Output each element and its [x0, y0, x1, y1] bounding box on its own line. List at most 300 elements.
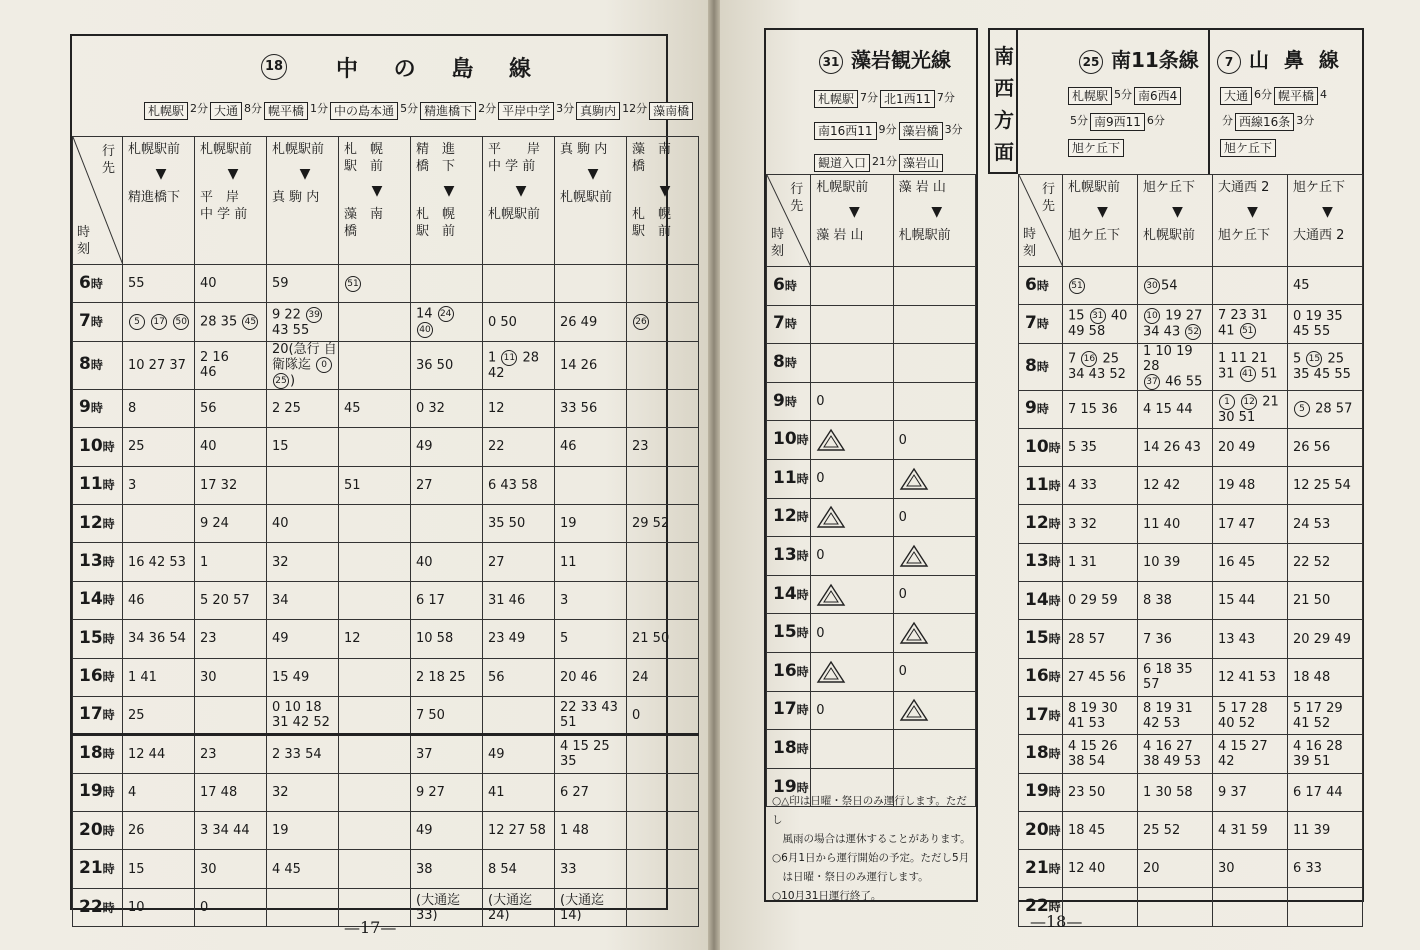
hour-number: 13	[79, 551, 103, 572]
departure-minutes: 30	[200, 861, 217, 877]
departure-minutes: 40	[416, 554, 433, 570]
destination-stop: 札 幌 駅 前	[632, 207, 672, 239]
departure-cell	[411, 888, 483, 926]
corner-destination-label: 行先	[102, 144, 116, 176]
down-arrow-icon: ▼	[155, 166, 167, 182]
destination-stop: 藻 南 橋	[344, 207, 384, 239]
departure-minutes: 12 25 54	[1293, 478, 1351, 494]
hour-suffix: 時	[1048, 632, 1061, 647]
triangle-mark-icon	[899, 471, 929, 486]
hour-row	[767, 575, 976, 614]
departure-cell	[555, 303, 627, 341]
hour-row	[73, 658, 699, 696]
departure-cell	[893, 305, 975, 344]
departure-cell	[555, 543, 627, 581]
hour-label	[1019, 390, 1063, 428]
hour-row	[1019, 267, 1363, 305]
hour-row	[73, 696, 699, 734]
departure-minutes: 0	[200, 900, 209, 916]
departure-cell	[1138, 505, 1213, 543]
route31-travel-time: 7分	[936, 91, 955, 104]
departure-minutes: 5 17 29 41 52	[1293, 700, 1343, 731]
hour-row	[767, 459, 976, 498]
route-stop-line	[1068, 108, 1208, 134]
departure-minutes: (大通迄 24)	[488, 892, 533, 923]
route18-stop: 精進橋下	[420, 102, 476, 120]
departure-cell	[483, 504, 555, 542]
destination-stop: 札幌駅前	[488, 207, 541, 222]
departure-cell	[811, 382, 893, 421]
hour-label	[73, 428, 123, 466]
departure-cell	[267, 735, 339, 773]
departure-cell	[1213, 267, 1288, 305]
hour-label	[767, 421, 811, 460]
column-header	[411, 137, 483, 265]
route31-stop: 北1西11	[880, 90, 935, 108]
departure-cell	[195, 543, 267, 581]
r7-stop: 幌平橋	[1274, 87, 1318, 105]
down-arrow-icon: ▼	[443, 183, 455, 199]
departure-cell	[195, 504, 267, 542]
hour-row	[73, 504, 699, 542]
hour-row	[73, 265, 699, 303]
circled-departure-badge: 11	[501, 350, 517, 366]
departure-minutes: 3	[560, 592, 569, 608]
departure-cell	[555, 581, 627, 619]
hour-label	[73, 265, 123, 303]
departure-cell	[555, 696, 627, 734]
departure-minutes: 9 24	[200, 516, 229, 532]
departure-minutes: 51	[1256, 366, 1278, 382]
origin-stop: 大通西 2	[1218, 180, 1270, 195]
r7-travel-time: 6分	[1254, 88, 1273, 101]
destination-stop: 真 駒 内	[272, 190, 320, 205]
departure-cell	[627, 581, 699, 619]
corner-time-label: 時刻	[1023, 227, 1037, 259]
departure-minutes: 4 15 27 42	[1218, 738, 1268, 769]
route31-stop-line	[814, 114, 984, 146]
corner-header-cell	[767, 175, 811, 267]
departure-minutes: 4 15 25 35	[560, 739, 610, 770]
departure-minutes: 2 18 25	[416, 669, 466, 685]
hour-suffix: 時	[1036, 402, 1049, 417]
departure-cell	[123, 658, 195, 696]
departure-cell	[1213, 811, 1288, 849]
departure-cell	[893, 652, 975, 691]
departure-cell	[1063, 543, 1138, 581]
departure-cell	[339, 812, 411, 850]
note-line: 風雨の場合は運休することがあります。	[772, 833, 971, 845]
circled-departure-badge: 37	[1144, 374, 1160, 390]
triangle-mark-icon	[816, 433, 846, 448]
departure-minutes: 28 57	[1068, 631, 1106, 647]
route-number-badge: 18	[260, 54, 288, 80]
hour-row	[73, 466, 699, 504]
route-stop-line	[1220, 82, 1360, 108]
departure-minutes: 18 48	[1293, 669, 1331, 685]
departure-cell	[1138, 811, 1213, 849]
hour-suffix: 時	[1036, 316, 1049, 331]
route18-travel-time: 2分	[190, 102, 209, 115]
route31-travel-time: 7分	[860, 91, 879, 104]
departure-cell	[411, 812, 483, 850]
hour-suffix: 時	[102, 670, 115, 685]
departure-minutes: 59	[272, 276, 289, 292]
departure-minutes: 1 10 19 28	[1143, 343, 1193, 374]
hour-suffix: 時	[90, 315, 103, 330]
departure-cell	[555, 620, 627, 658]
triangle-mark-icon	[899, 626, 929, 641]
hour-suffix: 時	[90, 401, 103, 416]
nakanoshima-line-panel	[70, 34, 690, 923]
down-arrow-icon: ▼	[659, 183, 671, 199]
hour-label	[73, 888, 123, 926]
departure-cell	[195, 428, 267, 466]
departure-minutes: 14 26 43	[1143, 440, 1201, 456]
hour-number: 16	[79, 666, 103, 687]
hour-row	[767, 652, 976, 691]
departure-cell	[1063, 696, 1138, 734]
departure-minutes: 38	[416, 861, 433, 877]
column-header	[1288, 175, 1363, 267]
departure-cell	[267, 581, 339, 619]
departure-cell	[1213, 735, 1288, 773]
departure-minutes: 2 25	[272, 400, 301, 416]
departure-minutes: (大通迄 14)	[560, 892, 605, 923]
hour-number: 16	[773, 660, 797, 681]
departure-cell	[483, 812, 555, 850]
departure-minutes: 30	[200, 669, 217, 685]
hour-number: 20	[1025, 819, 1049, 840]
departure-minutes: 28 42	[488, 350, 540, 381]
minami-11jo-yamahana-panel	[1018, 28, 1364, 917]
departure-minutes: 31 46	[488, 592, 526, 608]
hour-label	[1019, 428, 1063, 466]
down-arrow-icon: ▼	[849, 204, 860, 220]
hour-number: 11	[79, 474, 103, 495]
hour-number: 6	[79, 272, 91, 293]
departure-cell	[627, 850, 699, 888]
departure-cell	[555, 265, 627, 303]
departure-cell	[811, 691, 893, 730]
route7-title-row	[1216, 44, 1343, 74]
departure-minutes	[1236, 394, 1240, 409]
down-arrow-icon: ▼	[1322, 204, 1333, 220]
down-arrow-icon: ▼	[1247, 204, 1258, 220]
departure-cell	[195, 735, 267, 773]
departure-minutes: 19 48	[1218, 478, 1256, 494]
departure-minutes: 4 16 27 38 49 53	[1143, 738, 1201, 769]
departure-minutes: 6 33	[1293, 861, 1322, 877]
hour-row	[1019, 735, 1363, 773]
departure-minutes: 1 30 58	[1143, 784, 1193, 800]
hour-number: 14	[1025, 589, 1049, 610]
route18-stop: 大通	[210, 102, 242, 120]
departure-cell	[1288, 343, 1363, 390]
departure-cell	[411, 303, 483, 341]
departure-cell	[627, 389, 699, 427]
hour-suffix: 時	[1048, 440, 1061, 455]
departure-cell	[267, 658, 339, 696]
departure-cell	[339, 620, 411, 658]
departure-minutes: 43 55	[272, 322, 310, 338]
departure-cell	[195, 265, 267, 303]
hour-label	[1019, 850, 1063, 888]
route31-title-row	[818, 44, 951, 74]
departure-minutes: 46	[560, 439, 577, 455]
route25-title: 南11条線	[1110, 48, 1199, 72]
departure-minutes: 15 44	[1218, 593, 1256, 609]
column-header	[811, 175, 893, 267]
hour-label	[73, 812, 123, 850]
departure-cell	[1288, 467, 1363, 505]
departure-cell	[555, 466, 627, 504]
r25-stop: 札幌駅	[1068, 87, 1112, 105]
departure-cell	[1063, 343, 1138, 390]
hour-label	[1019, 543, 1063, 581]
departure-minutes: 0	[816, 702, 825, 718]
origin-stop: 藻 岩 山	[898, 180, 946, 195]
hour-number: 12	[1025, 513, 1049, 534]
hour-number: 12	[79, 512, 103, 533]
r25-stop: 南9西11	[1090, 113, 1145, 131]
departure-cell	[1138, 428, 1213, 466]
departure-cell	[893, 267, 975, 306]
departure-cell	[1288, 888, 1363, 926]
departure-cell	[1213, 620, 1288, 658]
departure-cell	[267, 850, 339, 888]
departure-minutes: 6 18 35 57	[1143, 662, 1193, 693]
departure-minutes: 26 56	[1293, 440, 1331, 456]
departure-minutes: 32	[272, 784, 289, 800]
r25-travel-time: 5分	[1114, 88, 1133, 101]
departure-cell	[195, 581, 267, 619]
down-arrow-icon: ▼	[587, 166, 599, 182]
r7-travel-time: 分	[1222, 114, 1233, 127]
hour-number: 14	[773, 583, 797, 604]
departure-minutes: 32	[272, 554, 289, 570]
departure-cell	[1213, 505, 1288, 543]
departure-minutes: 25 35 45 55	[1293, 351, 1351, 383]
departure-minutes: 10 27 37	[128, 357, 186, 373]
departure-minutes: 17 32	[200, 477, 238, 493]
down-arrow-icon: ▼	[515, 183, 527, 199]
hour-row	[73, 850, 699, 888]
hour-row	[73, 543, 699, 581]
hour-suffix: 時	[796, 510, 809, 525]
route18-travel-time: 8分	[244, 102, 263, 115]
hour-number: 9	[773, 390, 785, 411]
departure-cell	[1063, 850, 1138, 888]
departure-cell	[1288, 658, 1363, 696]
region-label-box	[988, 28, 1018, 174]
departure-cell	[267, 265, 339, 303]
route-title: 中 の 島 線	[336, 57, 545, 82]
hour-number: 19	[773, 776, 797, 797]
departure-cell	[1138, 773, 1213, 811]
hour-row	[1019, 543, 1363, 581]
circled-departure-badge: 52	[1185, 324, 1201, 340]
departure-cell	[555, 812, 627, 850]
hour-number: 14	[79, 589, 103, 610]
hour-number: 7	[1025, 312, 1037, 333]
departure-minutes: 0	[816, 625, 825, 641]
hour-label	[767, 382, 811, 421]
circled-departure-badge: 5	[1294, 401, 1310, 417]
hour-number: 17	[1025, 704, 1049, 725]
r25-stop: 旭ケ丘下	[1068, 139, 1124, 157]
departure-minutes: 34	[272, 592, 289, 608]
departure-cell	[1063, 390, 1138, 428]
hour-row	[73, 773, 699, 811]
departure-minutes: 4 15 44	[1143, 401, 1193, 417]
departure-cell	[195, 303, 267, 341]
departure-cell	[1138, 658, 1213, 696]
circled-departure-badge: 25	[273, 373, 289, 389]
departure-cell	[627, 888, 699, 926]
hour-row	[767, 344, 976, 383]
origin-stop: 藻 南 橋	[632, 142, 672, 174]
hour-row	[73, 341, 699, 389]
route-stop-line	[1068, 82, 1208, 108]
departure-cell	[893, 575, 975, 614]
hour-label	[767, 267, 811, 306]
departure-minutes: 23 50	[1068, 784, 1106, 800]
departure-cell	[483, 850, 555, 888]
departure-cell	[339, 696, 411, 734]
departure-cell	[411, 735, 483, 773]
departure-cell	[627, 303, 699, 341]
departure-cell	[123, 389, 195, 427]
departure-minutes: 1 48	[560, 823, 589, 839]
departure-minutes: 1	[488, 350, 501, 366]
departure-minutes: 20 46	[560, 669, 598, 685]
departure-minutes: 41	[488, 784, 505, 800]
hour-label	[73, 658, 123, 696]
departure-cell	[1063, 620, 1138, 658]
departure-minutes: 5	[560, 631, 569, 647]
departure-minutes: 27	[488, 554, 505, 570]
departure-minutes: 21 50	[632, 631, 670, 647]
departure-minutes: 26 49	[560, 314, 598, 330]
departure-cell	[893, 421, 975, 460]
triangle-mark-icon	[816, 587, 846, 602]
departure-minutes: 22	[488, 439, 505, 455]
circled-departure-badge: 51	[345, 276, 361, 292]
hour-suffix: 時	[102, 593, 115, 608]
hour-suffix: 時	[796, 780, 809, 795]
departure-cell	[195, 389, 267, 427]
r25-stop: 南6西4	[1134, 87, 1181, 105]
departure-minutes: 2 33 54	[272, 746, 322, 762]
departure-cell	[811, 614, 893, 653]
origin-stop: 札 幌 駅 前	[344, 142, 384, 174]
circled-departure-badge: 45	[242, 314, 258, 330]
minami-timetable	[1018, 174, 1363, 927]
hour-label	[767, 652, 811, 691]
departure-minutes: 7 23 31 41	[1218, 308, 1268, 339]
hour-suffix: 時	[1036, 359, 1049, 374]
origin-stop: 旭ケ丘下	[1143, 180, 1196, 195]
hour-suffix: 時	[796, 664, 809, 679]
departure-minutes: 55	[128, 276, 145, 292]
hour-suffix: 時	[796, 703, 809, 718]
departure-minutes: 24 53	[1293, 516, 1331, 532]
departure-cell	[411, 428, 483, 466]
departure-minutes: 0	[898, 432, 907, 448]
departure-cell	[1288, 305, 1363, 343]
departure-cell	[1288, 428, 1363, 466]
departure-cell	[267, 341, 339, 389]
departure-cell	[195, 466, 267, 504]
column-header	[1213, 175, 1288, 267]
departure-cell	[893, 382, 975, 421]
departure-cell	[195, 620, 267, 658]
route31-stop-line	[814, 82, 984, 114]
circled-departure-badge: 10	[1144, 308, 1160, 324]
hour-number: 13	[773, 544, 797, 565]
route18-travel-time: 2分	[478, 102, 497, 115]
page-number-right: —18—	[1030, 912, 1083, 931]
departure-cell	[195, 888, 267, 926]
departure-cell	[123, 696, 195, 734]
departure-cell	[411, 620, 483, 658]
hour-label	[767, 614, 811, 653]
origin-stop: 札幌駅前	[200, 142, 253, 157]
departure-minutes: 12 44	[128, 746, 166, 762]
hour-suffix: 時	[1048, 785, 1061, 800]
departure-minutes: 7	[1068, 351, 1081, 367]
hour-label	[73, 303, 123, 341]
origin-stop: 精 進 橋 下	[416, 142, 456, 174]
destination-stop: 旭ケ丘下	[1218, 228, 1271, 243]
departure-minutes: 12	[344, 631, 361, 647]
hour-suffix: 時	[102, 747, 115, 762]
departure-cell	[123, 773, 195, 811]
hour-row	[767, 421, 976, 460]
column-header	[267, 137, 339, 265]
destination-stop: 札幌駅前	[560, 190, 613, 205]
hour-row	[767, 691, 976, 730]
departure-minutes: 19	[560, 516, 577, 532]
departure-minutes: 49	[416, 439, 433, 455]
departure-cell	[483, 658, 555, 696]
departure-cell	[267, 812, 339, 850]
departure-cell	[627, 620, 699, 658]
departure-cell	[267, 303, 339, 341]
departure-cell	[811, 267, 893, 306]
departure-minutes: 0 19 35 45 55	[1293, 308, 1343, 339]
departure-cell	[811, 652, 893, 691]
departure-cell	[483, 773, 555, 811]
hour-number: 15	[1025, 628, 1049, 649]
r7-stop: 旭ケ丘下	[1220, 139, 1276, 157]
hour-number: 17	[773, 699, 797, 720]
circled-departure-badge: 31	[1090, 308, 1106, 324]
departure-minutes: 3 32	[1068, 516, 1097, 532]
departure-minutes: 18 45	[1068, 823, 1106, 838]
header-row	[73, 137, 699, 265]
departure-minutes: 1	[200, 554, 209, 570]
hour-suffix: 時	[1048, 593, 1061, 608]
departure-cell	[893, 459, 975, 498]
hour-number: 6	[773, 274, 785, 295]
note-line: は日曜・祭日のみ運行します。	[772, 871, 929, 883]
hour-suffix: 時	[784, 317, 797, 332]
hour-suffix: 時	[784, 394, 797, 409]
departure-cell	[1213, 582, 1288, 620]
destination-stop: 旭ケ丘下	[1068, 228, 1121, 243]
